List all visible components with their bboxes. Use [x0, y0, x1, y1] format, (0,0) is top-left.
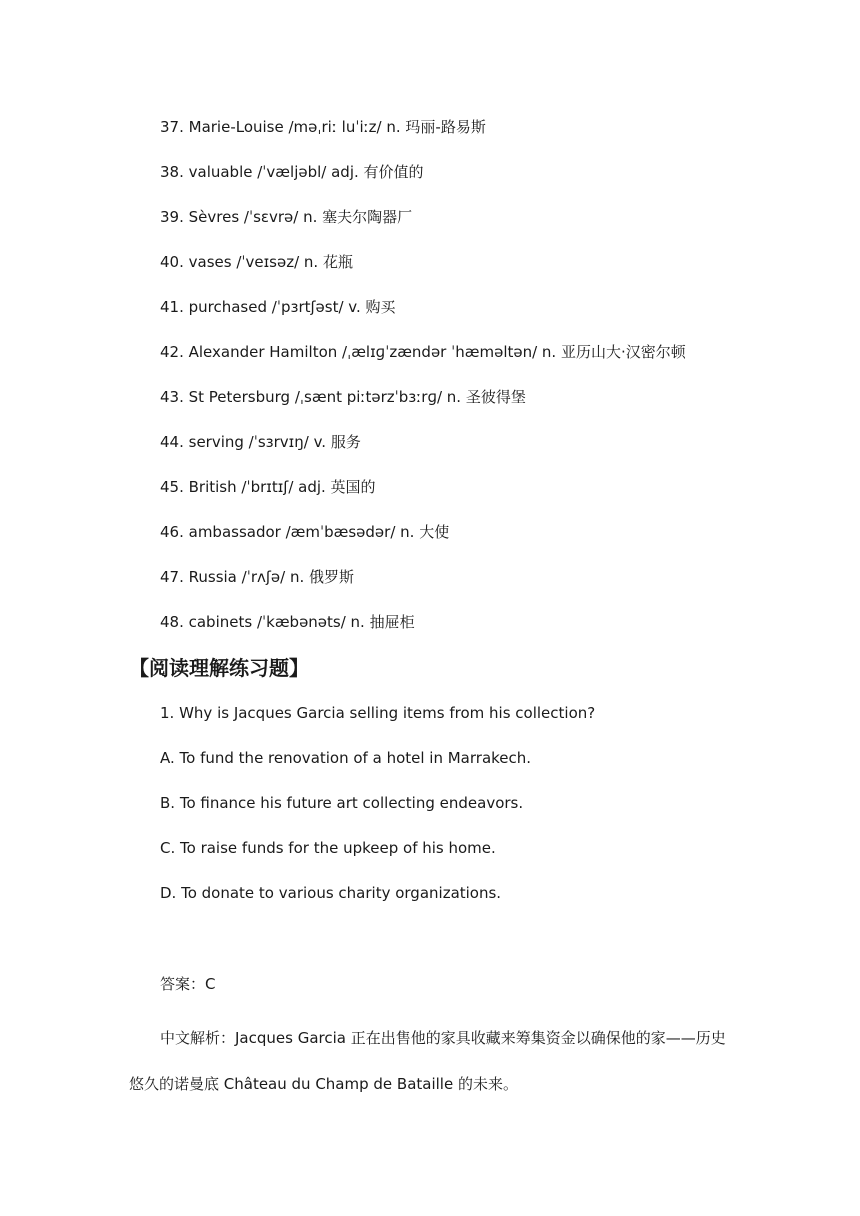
vocab-item: 48. cabinets /ˈkæbənəts/ n. 抽屉柜 — [160, 613, 415, 631]
answer-option-d: D. To donate to various charity organizations. — [160, 884, 502, 902]
question-text: 1. Why is Jacques Garcia selling items from his collection? — [160, 704, 596, 722]
section-heading: 【阅读理解练习题】 — [129, 656, 309, 680]
vocab-item: 37. Marie-Louise /məˌriː luˈiːz/ n. 玛丽-路易斯 — [160, 118, 486, 136]
answer-option-b: B. To finance his future art collecting endeavors. — [160, 794, 524, 812]
question-block — [160, 700, 800, 925]
answer-option-a: A. To fund the renovation of a hotel in Marrakech. — [160, 749, 532, 767]
vocab-item: 44. serving /ˈsɜrvɪŋ/ v. 服务 — [160, 433, 361, 451]
chinese-explanation: 中文解析：Jacques Garcia 正在出售他的家具收藏来筹集资金以确保他的家——历史悠久的诺曼底 Château du Champ de Bataille 的未来。 — [129, 1029, 726, 1093]
vocab-item: 38. valuable /ˈvæljəbl/ adj. 有价值的 — [160, 163, 424, 181]
vocab-item: 40. vases /ˈveɪsəz/ n. 花瓶 — [160, 253, 353, 271]
vocab-item: 47. Russia /ˈrʌʃə/ n. 俄罗斯 — [160, 568, 354, 586]
vocab-item: 43. St Petersburg /ˌsænt piːtərzˈbɜːrɡ/ n. 圣彼得堡 — [160, 388, 526, 406]
vocab-item: 45. British /ˈbrɪtɪʃ/ adj. 英国的 — [160, 478, 376, 496]
vocab-item: 42. Alexander Hamilton /ˌælɪɡˈzændər ˈhæməltən/ n. 亚历山大·汉密尔顿 — [160, 343, 686, 361]
answer-option-c: C. To raise funds for the upkeep of his home. — [160, 839, 496, 857]
vocab-item: 41. purchased /ˈpɜrtʃəst/ v. 购买 — [160, 298, 396, 316]
answer-key: 答案：C — [160, 975, 216, 993]
vocab-item: 39. Sèvres /ˈsɛvrə/ n. 塞夫尔陶器厂 — [160, 208, 413, 226]
vocab-item: 46. ambassador /æmˈbæsədər/ n. 大使 — [160, 523, 450, 541]
vocabulary-list — [160, 114, 800, 654]
